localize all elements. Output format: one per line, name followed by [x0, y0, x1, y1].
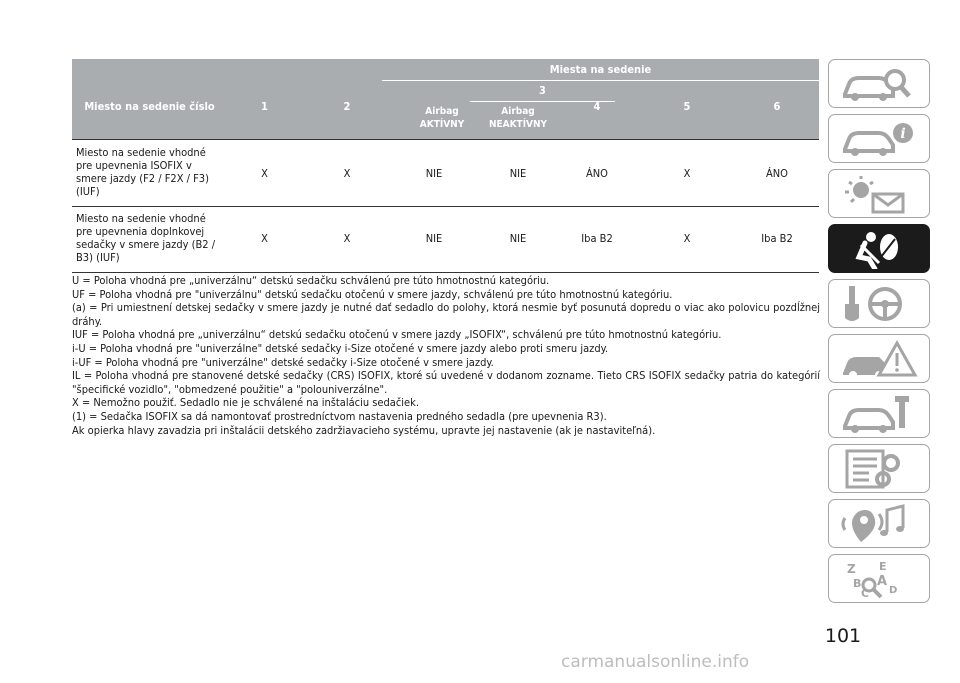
watermark: carmanualsonline.info: [561, 652, 750, 672]
multimedia-music-icon: [839, 504, 919, 544]
header-col-3a-sub: AKTÍVNY: [419, 119, 465, 130]
cell-value: X: [343, 167, 351, 180]
cell-value: X: [683, 232, 691, 245]
header-col-3: 3: [539, 84, 546, 97]
note: IL = Poloha vhodná pre stanovené detské sedačky (CRS) ISOFIX, ktoré sú uvedené v dodanom zozname. Tieto CRS ISOFIX sedačky patria do kategórií "špecifické vozidlo", "obmedzené použitie" a "polouniverzálne".: [72, 369, 820, 396]
chapter-tab-maintenance[interactable]: [828, 389, 930, 438]
row-label: Miesto na sedenie vhodné pre upevnenia ISOFIX v smere jazdy (F2 / F2X / F3) (IUF): [76, 146, 209, 198]
chapter-tab-warnings[interactable]: [828, 169, 930, 218]
spec-list-gear-icon: [839, 449, 919, 489]
note: i-U = Poloha vhodná pre "univerzálne" detské sedačky i-Size otočené v smere jazdy alebo proti smeru jazdy.: [72, 341, 609, 355]
warning-lights-icon: [839, 174, 919, 214]
chapter-tab-starting[interactable]: [828, 279, 930, 328]
note: IUF = Poloha vhodná pre „univerzálnu“ detskú sedačku otočenú v smere jazdy „ISOFIX“, schválenú pre túto hmotnostnú kategóriu.: [72, 328, 722, 342]
note: Ak opierka hlavy zavadzia pri inštalácii detského zadržiavacieho systému, upravte jej nastavenie (ak je nastaviteľná).: [72, 423, 656, 437]
chapter-tab-safety[interactable]: [828, 224, 930, 273]
table-header: [72, 59, 819, 139]
header-col-3b-label: Airbag: [501, 106, 535, 117]
note: UF = Poloha vhodná pre "univerzálnu" detskú sedačku otočenú v smere jazdy, schválenú pre túto hmotnostnú kategóriu.: [72, 287, 673, 301]
chapter-tab-index[interactable]: [828, 554, 930, 603]
cell-value: NIE: [509, 232, 527, 245]
header-col-6: 6: [773, 100, 781, 113]
chapter-tab-info[interactable]: [828, 114, 930, 163]
note: (1) = Sedačka ISOFIX sa dá namontovať prostredníctvom nastavenia predného sedadla (pre upevnenia R3).: [72, 409, 607, 423]
index-letters-icon: [839, 559, 919, 599]
table-row: [72, 139, 819, 207]
cell-value: X: [343, 232, 351, 245]
note: (a) = Pri umiestnení detskej sedačky v smere jazdy je nutné dať sedadlo do polohy, ktorá nesmie byť posunutá dopredu o viac ako polovicu pozdĺžnej dráhy.: [72, 301, 820, 328]
chapter-tab-dashboard[interactable]: [828, 59, 930, 108]
index-letter: C: [861, 587, 870, 599]
header-divider: [382, 80, 819, 81]
car-warning-icon: [839, 339, 919, 379]
table-row: [72, 206, 819, 273]
key-steering-wheel-icon: [839, 284, 919, 324]
cell-value: X: [261, 167, 268, 180]
index-letter: Z: [847, 562, 856, 576]
cell-value: NIE: [425, 232, 443, 245]
note: X = Nemožno použiť. Sedadlo nie je schválené na inštaláciu sedačiek.: [72, 396, 420, 410]
note: i-UF = Poloha vhodná pre "univerzálne" detské sedačky i-Size otočené v smere jazdy.: [72, 355, 494, 369]
header-col-4: 4: [593, 100, 601, 113]
cell-value: X: [683, 167, 691, 180]
chapter-tab-specs[interactable]: [828, 444, 930, 493]
index-letter: B: [853, 577, 862, 590]
cell-value: ÁNO: [586, 167, 608, 180]
svg-text:i: i: [900, 126, 906, 142]
car-search-icon: [839, 64, 919, 104]
header-row-label: Miesto na sedenie číslo: [84, 100, 215, 113]
cell-value: X: [261, 232, 268, 245]
legend-notes: [72, 274, 820, 437]
chapter-tab-emergency[interactable]: [828, 334, 930, 383]
header-title: Miesta na sedenie: [549, 63, 652, 76]
note: U = Poloha vhodná pre „univerzálnu“ detskú sedačku schválenú pre túto hmotnostnú kategóriu.: [72, 274, 550, 287]
cell-value: NIE: [509, 167, 527, 180]
header-col-3a-label: Airbag: [425, 106, 459, 117]
index-letter: D: [889, 585, 898, 596]
index-letter: A: [877, 574, 888, 589]
header-col-1: 1: [261, 100, 268, 113]
seat-airbag-icon: [839, 229, 919, 269]
cell-value: Iba B2: [581, 232, 613, 245]
header-col-3b: [478, 105, 558, 131]
header-col-2: 2: [343, 100, 351, 113]
chapter-tab-multimedia[interactable]: [828, 499, 930, 548]
header-col-3a: [400, 105, 484, 131]
car-info-icon: [839, 119, 919, 159]
row-label: Miesto na sedenie vhodné pre upevnenia doplnkovej sedačky v smere jazdy (B2 / B3) (IUF): [76, 212, 216, 264]
cell-value: Iba B2: [761, 232, 793, 245]
header-col-5: 5: [683, 100, 691, 113]
car-wrench-icon: [839, 394, 919, 434]
index-letter: E: [879, 560, 887, 573]
cell-value: NIE: [425, 167, 443, 180]
cell-value: ÁNO: [766, 167, 788, 180]
page-number: 101: [824, 625, 862, 647]
header-col-3b-sub: NEAKTÍVNY: [488, 119, 548, 130]
